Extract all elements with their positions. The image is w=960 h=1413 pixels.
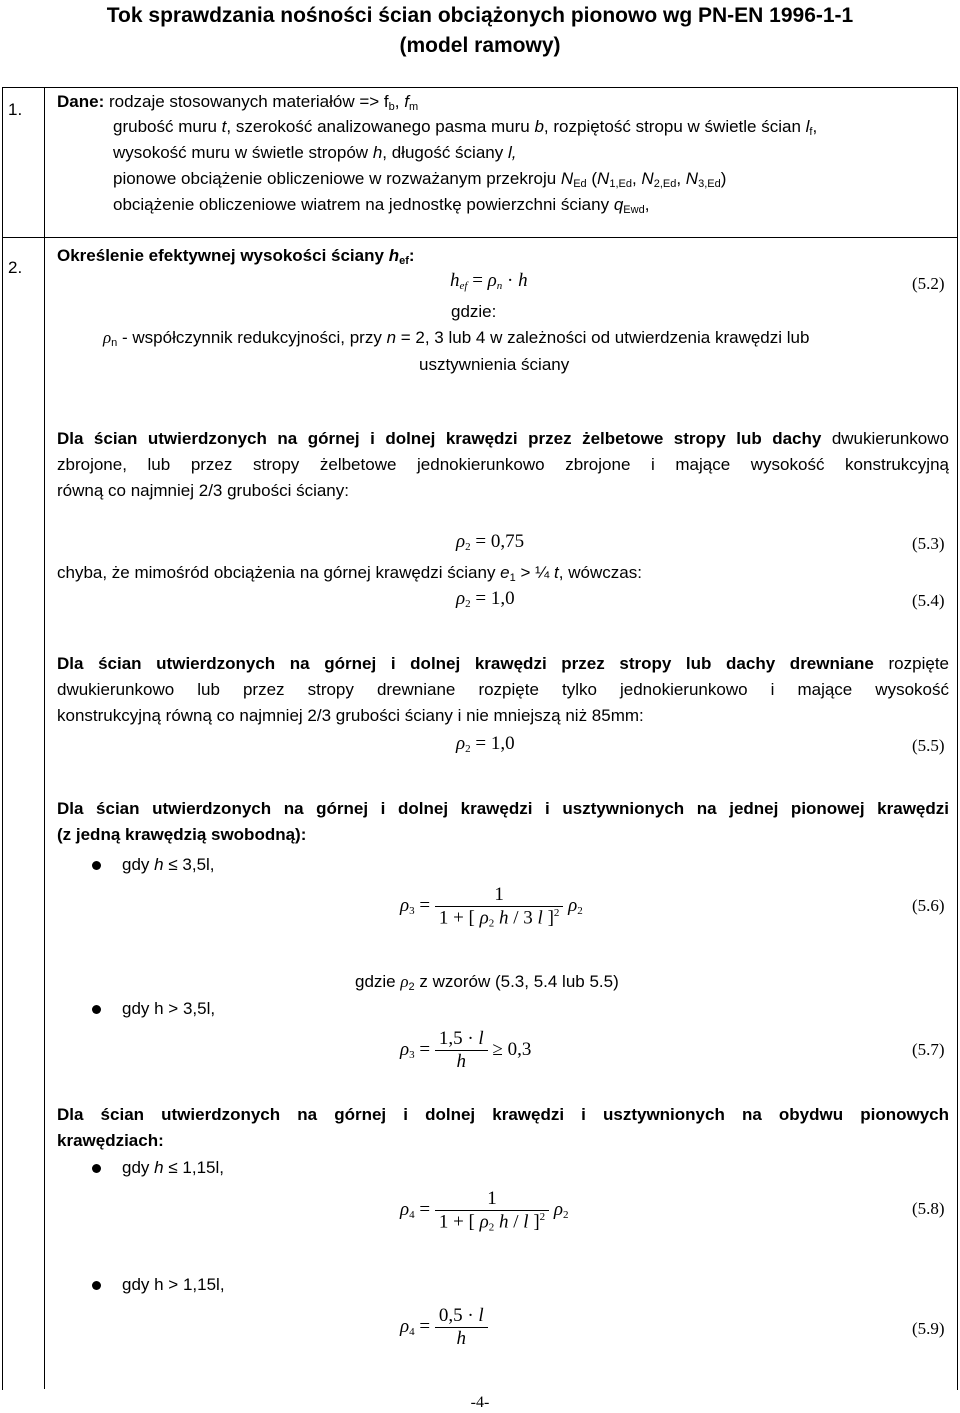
equation-number-5-2: (5.2) bbox=[912, 274, 945, 293]
bullet-icon bbox=[92, 1005, 101, 1014]
condition-line: chyba, że mimośród obciążenia na górnej krawędzi ściany $e_1$ > ¼ t, wówczas: bbox=[57, 563, 642, 584]
equation-number-5-5: (5.5) bbox=[912, 736, 945, 755]
case-c1: gdy h ≤ 3,5l, bbox=[122, 855, 215, 874]
equation-5-2: $h_{ef} = \rho_n \cdot h$ bbox=[450, 270, 528, 292]
equation-number-5-8: (5.8) bbox=[912, 1199, 945, 1218]
block-b-line-1: Dla ścian utwierdzonych na górnej i dolnej krawędzi przez stropy lub dachy drewniane rozpięte bbox=[57, 654, 949, 673]
block-b-line-3: konstrukcyjną równą co najmniej 2/3 grubości ściany i nie mniejszą niż 85mm: bbox=[57, 706, 644, 725]
equation-5-4: $\rho_2 = 1,0$ bbox=[456, 588, 515, 610]
page-title-line2: (model ramowy) bbox=[399, 34, 561, 57]
block-a-line-2: zbrojone, lub przez stropy żelbetowe jednokierunkowo zbrojone i mające wysokość konstrukcyjną bbox=[57, 455, 949, 474]
bullet-icon bbox=[92, 861, 101, 870]
section-1-line-2: grubość muru t, szerokość analizowanego pasma muru b, rozpiętość stropu w świetle ścian $l_f$, bbox=[113, 117, 818, 138]
rho-description: $\rho_n$ - współczynnik redukcyjności, przy n = 2, 3 lub 4 w zależności od utwierdzenia krawędzi lub bbox=[103, 328, 810, 349]
gdzie-rho2: gdzie $\rho_2$ z wzorów (5.3, 5.4 lub 5.5) bbox=[355, 972, 619, 993]
section-1-line-4: pionowe obciążenie obliczeniowe w rozważanym przekroju $N_{Ed}$ ($N_{1,Ed}$, $N_{2,Ed}$, $N_{3,Ed}$) bbox=[113, 169, 727, 190]
block-a-line-1: Dla ścian utwierdzonych na górnej i dolnej krawędzi przez żelbetowe stropy lub dachy dwukierunkowo bbox=[57, 429, 949, 448]
equation-number-5-6: (5.6) bbox=[912, 896, 945, 915]
block-c-line-2: (z jedną krawędzią swobodną): bbox=[57, 825, 307, 844]
page-title-line1: Tok sprawdzania nośności ścian obciążonych pionowo wg PN-EN 1996-1-1 bbox=[106, 4, 854, 27]
section-1-line-1: Dane: rodzaje stosowanych materiałów => $f_b$, $f_m$ bbox=[57, 92, 419, 113]
block-d-line-1: Dla ścian utwierdzonych na górnej i dolnej krawędzi i usztywnionych na obydwu pionowych bbox=[57, 1105, 949, 1124]
block-d-line-2: krawędziach: bbox=[57, 1131, 164, 1150]
equation-5-9: $\rho_4$ = $\frac{0,5 \cdot l}{h}$ bbox=[400, 1305, 488, 1350]
equation-number-5-3: (5.3) bbox=[912, 534, 945, 553]
equation-5-8: $\rho_4$ = $\frac{1}{1 + [ \rho_2 h / l ]^2}$ $\rho_2$ bbox=[400, 1188, 569, 1234]
section-2-number: 2. bbox=[8, 258, 23, 277]
bullet-icon bbox=[92, 1281, 101, 1290]
equation-5-7: $\rho_3$ = $\frac{1,5 \cdot l}{h}$ ≥ 0,3 bbox=[400, 1028, 532, 1072]
case-c2: gdy h > 3,5l, bbox=[122, 999, 216, 1018]
block-b-line-2: dwukierunkowo lub przez stropy drewniane rozpięte tylko jednokierunkowo i mające wysokość bbox=[57, 680, 949, 699]
case-d1: gdy h ≤ 1,15l, bbox=[122, 1158, 224, 1177]
equation-5-6: $\rho_3$ = $\frac{1}{1 + [ \rho_2 h / 3 l ]^2}$ $\rho_2$ bbox=[400, 884, 583, 930]
equation-5-5: $\rho_2 = 1,0$ bbox=[456, 733, 515, 755]
section-1-number: 1. bbox=[8, 100, 23, 119]
block-a-line-3: równą co najmniej 2/3 grubości ściany: bbox=[57, 481, 349, 500]
bullet-icon bbox=[92, 1164, 101, 1173]
equation-number-5-4: (5.4) bbox=[912, 591, 945, 610]
equation-number-5-9: (5.9) bbox=[912, 1319, 945, 1338]
row-divider bbox=[2, 237, 957, 238]
rho-description-2: usztywnienia ściany bbox=[419, 355, 570, 374]
section-1-line-5: obciążenie obliczeniowe wiatrem na jednostkę powierzchni ściany $q_{Ewd}$, bbox=[113, 195, 650, 216]
section-2-heading: Określenie efektywnej wysokości ściany $h_{ef}$: bbox=[57, 246, 415, 267]
section-1-line-3: wysokość muru w świetle stropów h, długość ściany l, bbox=[113, 143, 517, 162]
page-number: -4- bbox=[470, 1394, 490, 1411]
column-divider bbox=[44, 87, 45, 1389]
equation-5-3: $\rho_2 = 0,75$ bbox=[456, 531, 525, 553]
case-d2: gdy h > 1,15l, bbox=[122, 1275, 225, 1294]
gdzie-label: gdzie: bbox=[451, 302, 497, 321]
equation-number-5-7: (5.7) bbox=[912, 1040, 945, 1059]
block-c-line-1: Dla ścian utwierdzonych na górnej i dolnej krawędzi i usztywnionych na jednej pionowej krawędzi bbox=[57, 799, 949, 818]
